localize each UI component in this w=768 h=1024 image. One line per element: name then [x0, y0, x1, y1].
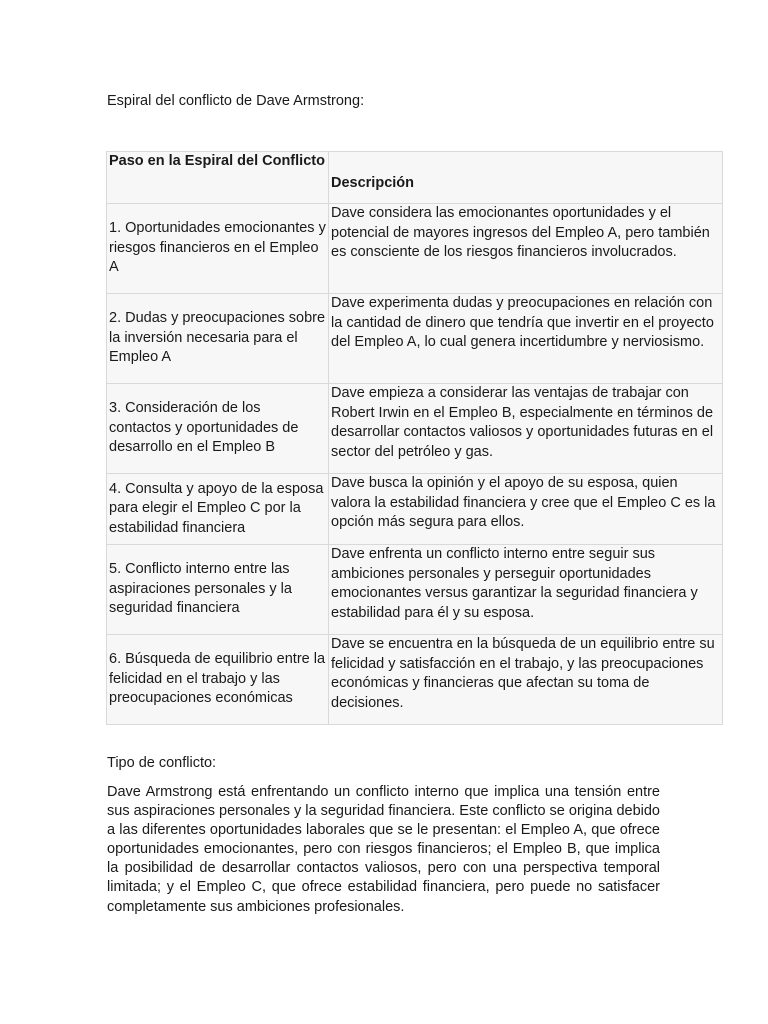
table-row: [107, 384, 723, 474]
step-cell: 2. Dudas y preocupaciones sobre la inversión necesaria para el Empleo A: [107, 294, 329, 384]
step-cell: 5. Conflicto interno entre las aspiraciones personales y la seguridad financiera: [107, 545, 329, 635]
page-heading: Espiral del conflicto de Dave Armstrong:: [107, 93, 365, 109]
step-cell: 4. Consulta y apoyo de la esposa para elegir el Empleo C por la estabilidad financiera: [107, 474, 329, 545]
header-step: Paso en la Espiral del Conflicto: [107, 152, 329, 204]
header-description: Descripción: [329, 152, 723, 204]
description-cell: Dave experimenta dudas y preocupaciones en relación con la cantidad de dinero que tendría que invertir en el proyecto del Empleo A, lo cual genera incertidumbre y nerviosismo.: [329, 294, 723, 384]
conflict-type-heading: Tipo de conflicto:: [107, 755, 217, 771]
table-row: [107, 294, 723, 384]
conflict-spiral-table: [106, 151, 723, 725]
description-cell: Dave empieza a considerar las ventajas de trabajar con Robert Irwin en el Empleo B, especialmente en términos de desarrollar contactos valiosos y oportunidades futuras en el sector del petróleo y gas.: [329, 384, 723, 474]
step-cell: 1. Oportunidades emocionantes y riesgos financieros en el Empleo A: [107, 204, 329, 294]
table-row: [107, 474, 723, 545]
table-header-row: [107, 152, 723, 204]
step-cell: 3. Consideración de los contactos y oportunidades de desarrollo en el Empleo B: [107, 384, 329, 474]
description-cell: Dave considera las emocionantes oportunidades y el potencial de mayores ingresos del Empleo A, pero también es consciente de los riesgos financieros involucrados.: [329, 204, 723, 294]
step-cell: 6. Búsqueda de equilibrio entre la felicidad en el trabajo y las preocupaciones económicas: [107, 635, 329, 725]
table-row: [107, 204, 723, 294]
table-row: [107, 635, 723, 725]
table-row: [107, 545, 723, 635]
description-cell: Dave enfrenta un conflicto interno entre seguir sus ambiciones personales y perseguir oportunidades emocionantes versus garantizar la seguridad financiera y estabilidad para él y su esposa.: [329, 545, 723, 635]
conflict-type-paragraph: Dave Armstrong está enfrentando un conflicto interno que implica una tensión entre sus aspiraciones personales y la seguridad financiera. Este conflicto se origina debido a las diferentes oportunidades laborales que se le presentan: el Empleo A, que ofrece oportunidades emocionantes, pero con riesgos financieros; el Empleo B, que implica la posibilidad de desarrollar contactos valiosos, pero con una perspectiva temporal limitada; y el Empleo C, que ofrece estabilidad financiera, pero puede no satisfacer completamente sus ambiciones profesionales.: [107, 784, 660, 915]
description-cell: Dave busca la opinión y el apoyo de su esposa, quien valora la estabilidad financiera y cree que el Empleo C es la opción más segura para ellos.: [329, 474, 723, 545]
description-cell: Dave se encuentra en la búsqueda de un equilibrio entre su felicidad y satisfacción en el trabajo, y las preocupaciones económicas y financieras que afectan su toma de decisiones.: [329, 635, 723, 725]
